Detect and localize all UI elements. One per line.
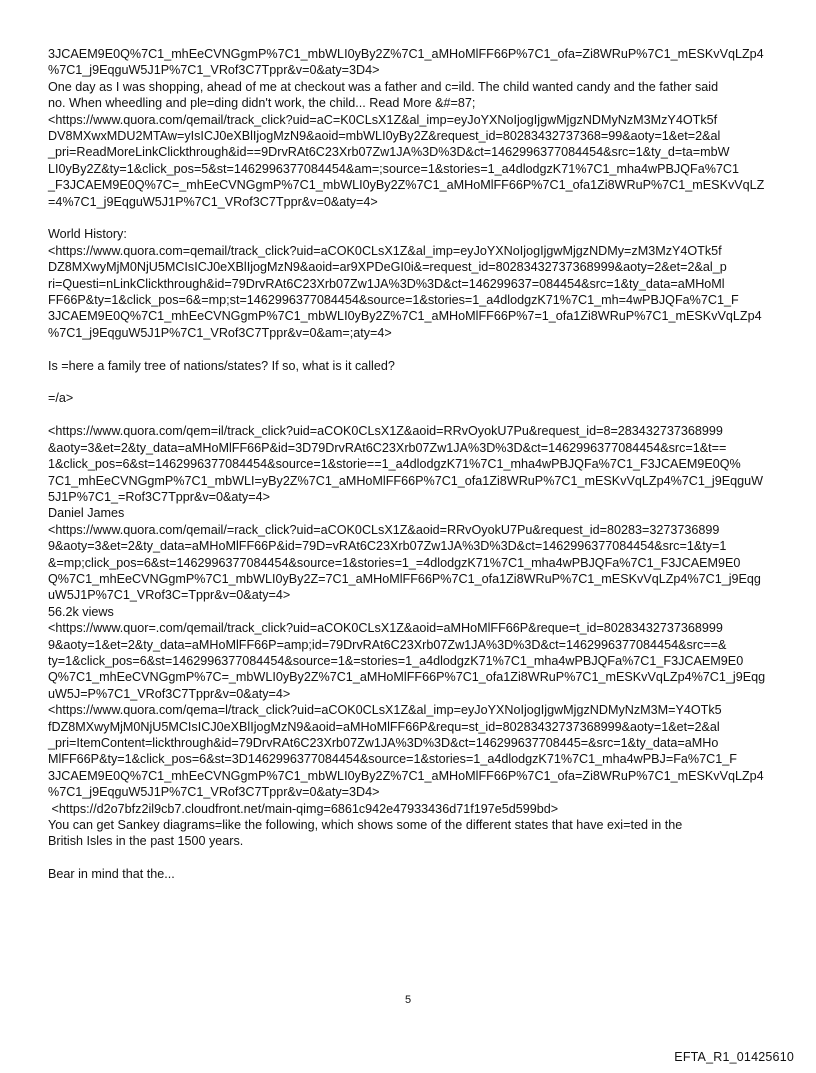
text-line: 3JCAEM9E0Q%7C1_mhEeCVNGgmP%7C1_mbWLI0yBy2Z%7C1_aMHoMlFF66P%7=1_ofa1Zi8WRuP%7C1_mESKvVqLZp4	[48, 309, 762, 324]
text-line: &=mp;click_pos=6&st=1462996377084454&source=1&stories=1_=4dlodgzK71%7C1_mha4wPBJQFa%7C1_F3JCAEM9E0	[48, 555, 741, 570]
text-line: _F3JCAEM9E0Q%7C=_mhEeCVNGgmP%7C1_mbWLI0yBy2Z%7C1_aMHoMlFF66P%7C1_ofa1Zi8WRuP%7C1_mESKvVqLZ	[48, 178, 765, 193]
text-line	[48, 407, 772, 423]
text-line: 9&aoty=3&et=2&ty_data=aMHoMlFF66P&id=79D=vRAt6C23Xrb07Zw1JA%3D%3D&ct=1462996377084454&src=1&ty=1	[48, 539, 727, 554]
text-line: <https://www.quora.com/qemail/=rack_click?uid=aCOK0CLsX1Z&aoid=RRvOyokU7Pu&request_id=80283=3273736899	[48, 522, 720, 537]
text-line	[48, 374, 772, 390]
text-line: Q%7C1_mhEeCVNGgmP%7C=_mbWLI0yBy2Z%7C1_aMHoMlFF66P%7C1_ofa1Zi8WRuP%7C1_mESKvVqLZp4%7C1_j9Eqg	[48, 670, 766, 685]
text-line: 56.2k views	[48, 604, 114, 619]
text-line: uW5J1P%7C1_VRof3C=Tppr&v=0&aty=4>	[48, 588, 291, 603]
text-line: <https://www.quora.com/qemail/track_click?uid=aC=K0CLsX1Z&al_imp=eyJoYXNoIjogIjgwMjgzNDMyNzM3MzY4OTk5f	[48, 112, 718, 127]
text-line	[48, 210, 772, 226]
text-line: DZ8MXwyMjM0NjU5MCIsICJ0eXBlIjogMzN9&aoid=ar9XPDeGI0i&=request_id=80283432737368999&aoty=2&et=2&al_p	[48, 260, 727, 275]
text-line: %7C1_j9EqguW5J1P%7C1_VRof3C7Tppr&v=0&aty=3D4>	[48, 63, 380, 78]
text-line: no. When wheedling and ple=ding didn't work, the child... Read More &#=87;	[48, 96, 476, 111]
text-line: LI0yBy2Z&ty=1&click_pos=5&st=1462996377084454&am=;source=1&stories=1_a4dlodgzK71%7C1_mha4wPBJQFa%7C1	[48, 161, 740, 176]
text-line: <https://d2o7bfz2il9cb7.cloudfront.net/main-qimg=6861c942e47933436d71f197e5d599bd>	[48, 801, 559, 816]
text-line: Is =here a family tree of nations/states? If so, what is it called?	[48, 358, 395, 373]
text-line: British Isles in the past 1500 years.	[48, 834, 244, 849]
text-line: One day as I was shopping, ahead of me at checkout was a father and c=ild. The child wanted candy and the father said	[48, 79, 719, 94]
text-line: 5J1P%7C1_=Rof3C7Tppr&v=0&aty=4>	[48, 489, 270, 504]
document-id-footer: EFTA_R1_01425610	[674, 1050, 794, 1064]
text-line: Q%7C1_mhEeCVNGgmP%7C1_mbWLI0yBy2Z=7C1_aMHoMlFF66P%7C1_ofa1Zi8WRuP%7C1_mESKvVqLZp4%7C1_j9Eqg	[48, 571, 761, 586]
text-line: %7C1_j9EqguW5J1P%7C1_VRof3C7Tppr&v=0&am=;aty=4>	[48, 325, 392, 340]
text-line: 7C1_mhEeCVNGgmP%7C1_mbWLI=yBy2Z%7C1_aMHoMlFF66P%7C1_ofa1Zi8WRuP%7C1_mESKvVqLZp4%7C1_j9EqguW	[48, 473, 764, 488]
text-line: DV8MXwxMDU2MTAw=yIsICJ0eXBlIjogMzN9&aoid=mbWLI0yBy2Z&request_id=80283432737368=99&aoty=1&et=2&al	[48, 129, 721, 144]
text-line: 9&aoty=1&et=2&ty_data=aMHoMlFF66P=amp;id=79DrvRAt6C23Xrb07Zw1JA%3D%3D&ct=1462996377084454&src==&	[48, 637, 727, 652]
text-line: ty=1&click_pos=6&st=1462996377084454&source=1&=stories=1_a4dlodgzK71%7C1_mha4wPBJQFa%7C1_F3JCAEM9E0	[48, 653, 744, 668]
text-line: uW5J=P%7C1_VRof3C7Tppr&v=0&aty=4>	[48, 686, 291, 701]
text-line: Daniel James	[48, 506, 125, 521]
text-line: 3JCAEM9E0Q%7C1_mhEeCVNGgmP%7C1_mbWLI0yBy2Z%7C1_aMHoMlFF66P%7C1_ofa=Zi8WRuP%7C1_mESKvVqLZp4	[48, 768, 764, 783]
page-number: 5	[404, 994, 412, 1006]
text-line: FF66P&ty=1&click_pos=6&=mp;st=1462996377084454&source=1&stories=1_a4dlodgzK71%7C1_mh=4wPBJQFa%7C1_F	[48, 293, 739, 308]
text-line: _pri=ReadMoreLinkClickthrough&id==9DrvRAt6C23Xrb07Zw1JA%3D%3D&ct=1462996377084454&src=1&ty_d=ta=mbW	[48, 145, 730, 160]
text-line: ri=Questi=nLinkClickthrough&id=79DrvRAt6C23Xrb07Zw1JA%3D%3D&ct=146299637=084454&src=1&ty_data=aMHoMl	[48, 276, 725, 291]
text-line: <https://www.quor=.com/qemail/track_click?uid=aCOK0CLsX1Z&aoid=aMHoMlFF66P&reque=t_id=80283432737368999	[48, 621, 723, 636]
text-line: World History:	[48, 227, 127, 242]
text-line: 3JCAEM9E0Q%7C1_mhEeCVNGgmP%7C1_mbWLI0yBy2Z%7C1_aMHoMlFF66P%7C1_ofa=Zi8WRuP%7C1_mESKvVqLZp4	[48, 47, 764, 61]
text-line: <https://www.quora.com/qema=l/track_click?uid=aCOK0CLsX1Z&al_imp=eyJoYXNoIjogIjgwMjgzNDMyNzM3M=Y4OTk5	[48, 703, 722, 718]
text-line: 1&click_pos=6&st=1462996377084454&source=1&storie==1_a4dlodgzK71%7C1_mha4wPBJQFa%7C1_F3JCAEM9E0Q%	[48, 457, 741, 472]
text-line: =4%7C1_j9EqguW5J1P%7C1_VRof3C7Tppr&v=0&aty=4>	[48, 194, 378, 209]
text-line: =/a>	[48, 391, 74, 406]
text-line: <https://www.quora.com/qem=il/track_click?uid=aCOK0CLsX1Z&aoid=RRvOyokU7Pu&request_id=8=283432737368999	[48, 424, 723, 439]
text-line: fDZ8MXwyMjM0NjU5MCIsICJ0eXBlIjogMzN9&aoid=aMHoMlFF66P&requ=st_id=80283432737368999&aoty=1&et=2&al	[48, 719, 720, 734]
text-line: %7C1_j9EqguW5J1P%7C1_VRof3C7Tppr&v=0&aty=3D4>	[48, 785, 380, 800]
text-line: &aoty=3&et=2&ty_data=aMHoMlFF66P&id=3D79DrvRAt6C23Xrb07Zw1JA%3D%3D&ct=1462996377084454&src=1&t==	[48, 440, 727, 455]
text-line	[48, 850, 772, 866]
text-line: <https://www.quora.com=qemail/track_click?uid=aCOK0CLsX1Z&al_imp=eyJoYXNoIjogIjgwMjgzNDMy=zM3MzY4OTk5f	[48, 243, 722, 258]
document-body	[48, 46, 772, 883]
text-line: You can get Sankey diagrams=like the following, which shows some of the different states that have exi=ted in the	[48, 818, 683, 833]
text-line	[48, 341, 772, 357]
text-line: Bear in mind that the...	[48, 867, 175, 882]
text-line: _pri=ItemContent=lickthrough&id=79DrvRAt6C23Xrb07Zw1JA%3D%3D&ct=146299637708445=&src=1&ty_data=aMHo	[48, 736, 719, 750]
text-line: MlFF66P&ty=1&click_pos=6&st=3D1462996377084454&source=1&stories=1_a4dlodgzK71%7C1_mha4wPBJ=Fa%7C1_F	[48, 752, 737, 767]
